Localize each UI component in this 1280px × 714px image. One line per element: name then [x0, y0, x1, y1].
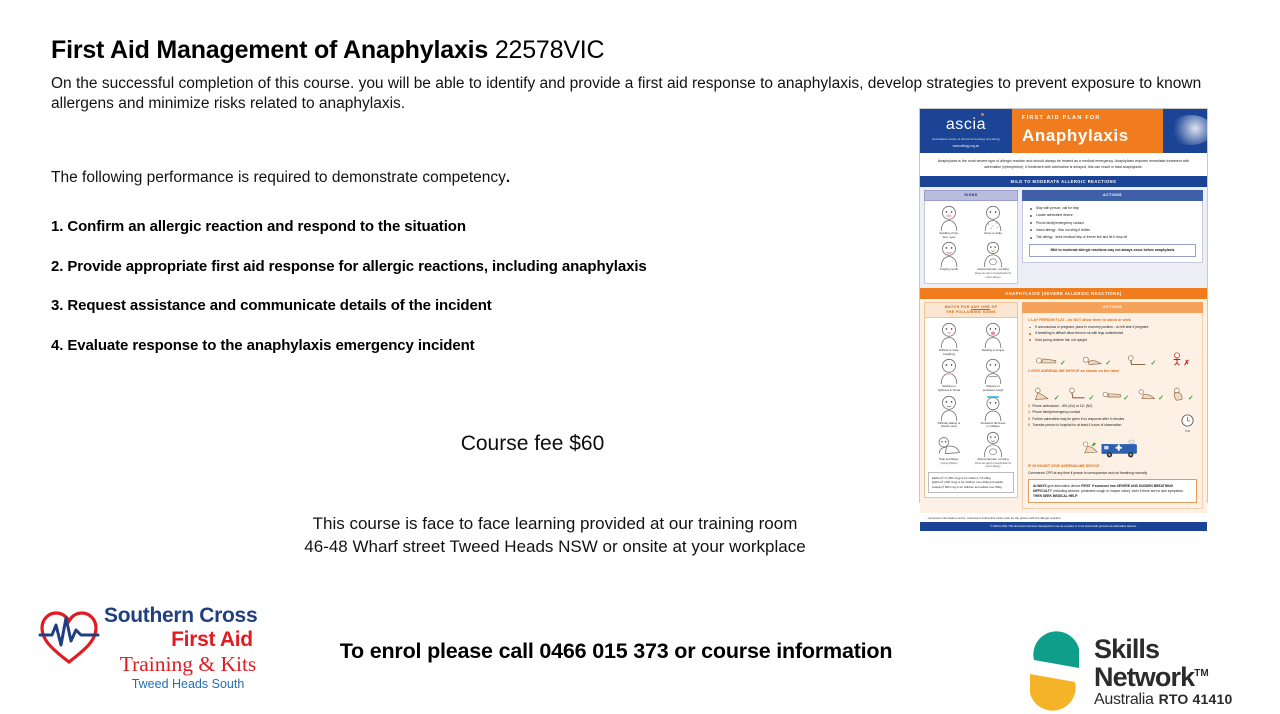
step-text: Phone family/emergency contact — [1032, 410, 1081, 415]
mild-moderate-section — [920, 187, 1207, 288]
bullet-item: If breathing is difficult allow them to sit with legs outstretched — [1035, 331, 1197, 336]
mild-signs-grid — [928, 205, 1014, 279]
mild-moderate-note: Mild to moderate allergic reactions may not always occur before anaphylaxis — [1029, 244, 1196, 257]
clock-label: 5:00 — [1184, 429, 1191, 433]
sign-caption-note: (these are signs of anaphylaxis for insect allergy) — [974, 271, 1012, 279]
always-warning-box — [1028, 479, 1197, 503]
severe-signs-grid — [928, 322, 1014, 469]
administer-child-icon — [1136, 387, 1164, 402]
ascia-wordmark — [946, 114, 986, 137]
sign-caption — [972, 458, 1014, 469]
person-tingling-mouth-icon — [928, 241, 970, 267]
rto-number: RTO 41410 — [1158, 691, 1233, 708]
severe-signs-column — [924, 302, 1018, 509]
sn-country: Australia — [1094, 691, 1154, 709]
always-word: ALWAYS — [1033, 483, 1047, 488]
sign-caption-l1: Difficulty talking or — [937, 420, 961, 425]
dose-line: EpiPen® Jr (150 mcg) is for children 7.5-20kg — [932, 475, 991, 480]
sign-caption — [928, 422, 970, 429]
step-text: Further adrenaline may be given if no response after 5 minutes — [1032, 416, 1125, 421]
sign-item — [928, 205, 970, 239]
sn-line-2 — [1094, 661, 1232, 692]
always-part-3: FIRST if someone has SEVERE AND SUDDEN BREATHING DIFFICULTY — [1033, 483, 1174, 493]
person-throat-tightness-icon — [928, 358, 970, 384]
severe-band: ANAPHYLAXIS (SEVERE ALLERGIC REACTIONS) — [920, 288, 1207, 299]
delivery-line-2: 46-48 Wharf street Tweed Heads NSW or onsite at your workplace — [304, 536, 806, 556]
watch-head-l2: THE FOLLOWING SIGNS — [946, 310, 996, 315]
action-item: Stay with person, call for help — [1036, 206, 1196, 211]
sign-caption — [972, 268, 1014, 279]
watch-head-any-one: ANY ONE — [971, 304, 991, 309]
sign-item — [972, 358, 1014, 392]
sitting-legs-out-icon — [1126, 354, 1156, 367]
poster-kicker: FIRST AID PLAN FOR — [1022, 115, 1101, 121]
always-part-2: give adrenaline device — [1047, 483, 1081, 488]
list-item: 4. Evaluate response to the anaphylaxis emergency incident — [51, 336, 475, 354]
bullet-item: If unconscious or pregnant, place in recovery position - on left side if pregnant — [1035, 325, 1197, 330]
sign-caption-note: (young children) — [940, 461, 958, 465]
mild-signs-heading: SIGNS — [924, 190, 1018, 201]
person-wheeze-cough-icon — [972, 358, 1014, 384]
logo-line-4: Tweed Heads South — [131, 676, 245, 691]
sign-item — [928, 431, 970, 469]
sn-line-3 — [1094, 692, 1232, 709]
sign-caption — [928, 349, 970, 356]
performance-lead-period: . — [505, 169, 511, 186]
poster-title-block — [1012, 109, 1163, 153]
poster-intro-text: Anaphylaxis is the most severe type of allergic reaction and should always be treated as a medical emergency. Anaphylaxis requires immediate treatment with adrenaline (epinephrine). If treatment with adrenaline is delayed, this can result in fatal anaphylaxis. — [937, 159, 1190, 169]
sign-caption-l1: Swelling or — [942, 384, 956, 389]
course-description: On the successful completion of this course. you will be able to identify and provide a first aid response to anaphylaxis, develop strategies to prevent exposure to known allergens and minimize risks related to anaphylaxis. — [51, 75, 1202, 112]
numbered-step — [1028, 404, 1197, 409]
delivery-line-1: This course is face to face learning provided at our training room — [312, 514, 798, 533]
logo-line-1: Southern Cross — [104, 604, 258, 627]
trademark-symbol: TM — [1194, 667, 1209, 679]
person-swollen-tongue-icon — [972, 322, 1014, 348]
sign-caption-l2: face, eyes — [942, 234, 956, 239]
green-tick-icon: ✓ — [1187, 395, 1194, 403]
person-abdominal-pain-icon — [972, 241, 1014, 267]
sign-caption-l2: or collapse — [986, 424, 1000, 429]
sign-caption: Swelling of tongue — [981, 348, 1005, 353]
position-illustrations-row — [1028, 345, 1197, 367]
watch-head-l1: WATCH FOR — [944, 304, 970, 309]
step-1-bullets — [1028, 325, 1197, 342]
sign-caption-l2: tightness in throat — [937, 388, 961, 393]
action-item: Insect allergy - flick out sting if visible — [1036, 228, 1196, 233]
always-part-5: THEN SEEK MEDICAL HELP. — [1033, 493, 1078, 498]
recovery-position-icon — [1081, 354, 1111, 367]
severe-actions-column — [1022, 302, 1203, 509]
action-item: Phone family/emergency contact — [1036, 221, 1196, 226]
action-item: Locate adrenaline device — [1036, 213, 1196, 218]
sign-caption-l1: Wheeze or — [986, 384, 1000, 389]
ascia-logo — [920, 109, 1012, 153]
green-tick-icon: ✓ — [1053, 395, 1060, 403]
person-abdominal-pain-vomiting-icon — [972, 431, 1014, 457]
adrenaline-administration-row — [1028, 376, 1197, 402]
clock-icon — [1180, 413, 1195, 428]
mild-actions-panel — [1022, 201, 1203, 263]
ascia-dot-icon — [981, 113, 984, 116]
severe-actions-panel — [1022, 313, 1203, 509]
sign-caption — [972, 385, 1014, 392]
administer-seated-icon — [1066, 387, 1094, 402]
sign-caption: Tingling mouth — [939, 267, 959, 272]
sign-caption — [928, 458, 970, 465]
mild-moderate-band: MILD TO MODERATE ALLERGIC REACTIONS — [920, 176, 1207, 187]
skills-network-wordmark — [1094, 636, 1232, 709]
action-item: Tick allergy - seek medical help or freeze tick and let it drop off — [1036, 235, 1196, 240]
sign-item — [928, 241, 970, 279]
watch-head-of: OF — [991, 304, 998, 309]
step-1-heading: 1 LAY PERSON FLAT - do NOT allow them to stand or walk — [1028, 318, 1131, 323]
sign-caption-l2: breathing — [943, 351, 955, 356]
if-in-doubt-text: Commence CPR at any time if person is unresponsive and not breathing normally — [1028, 470, 1148, 475]
enrolment-contact-line: To enrol please call 0466 015 373 or course information — [339, 639, 893, 663]
severe-signs-panel — [924, 318, 1018, 498]
bullet-item: Hold young children flat, not upright — [1035, 338, 1197, 343]
poster-footer-bar: © ASCIA 2021 This document has been developed for use as a poster, or to be stored with general use adrenaline devices. — [920, 522, 1207, 531]
sign-caption-l2: persistent cough — [982, 388, 1004, 393]
sign-caption-note: (these are signs of anaphylaxis for insect allergy) — [974, 461, 1012, 469]
severe-section — [920, 299, 1207, 513]
person-hives-icon — [972, 205, 1014, 231]
sign-caption-l1: Pale and floppy — [939, 456, 959, 461]
mild-signs-panel — [924, 201, 1018, 284]
mild-actions-list — [1029, 206, 1196, 240]
dosage-box — [928, 472, 1014, 493]
administer-held-child-icon — [1170, 387, 1193, 402]
logo-line-3: Training & Kits — [119, 652, 257, 677]
person-swollen-face-icon — [928, 205, 970, 231]
step-text: Transfer person to hospital for at least 4 hours of observation — [1032, 423, 1122, 427]
sign-item — [972, 241, 1014, 279]
step-number: 5 — [1028, 416, 1030, 421]
mild-actions-heading: ACTIONS — [1022, 190, 1203, 201]
mild-signs-column — [924, 190, 1018, 284]
sign-item — [928, 395, 970, 429]
sn-line-1: Skills — [1094, 634, 1160, 664]
person-noisy-breathing-icon — [928, 322, 970, 348]
sign-item — [928, 358, 970, 392]
ambulance-icon — [1080, 437, 1146, 460]
sign-item — [972, 205, 1014, 239]
ambulance-illustration — [1028, 434, 1197, 464]
course-fee: Course fee $60 — [460, 432, 605, 455]
mild-actions-column — [1022, 190, 1203, 284]
sign-item — [972, 395, 1014, 429]
person-dizziness-collapse-icon — [972, 395, 1014, 421]
ascia-anaphylaxis-action-plan-poster — [919, 108, 1208, 528]
green-tick-icon: ✓ — [1158, 395, 1164, 403]
skills-network-s-mark-icon — [1022, 640, 1086, 702]
page-title — [51, 36, 604, 65]
always-part-4: (including wheeze, persistent cough or hoarse voice), even if there are no skin symptoms. — [1052, 488, 1184, 493]
logo-wordmark — [104, 604, 324, 692]
watch-for-heading — [924, 302, 1018, 318]
course-code: 22578VIC — [494, 36, 605, 64]
step-number: 6 — [1028, 423, 1030, 427]
page-title-main: First Aid Management of Anaphylaxis — [51, 36, 489, 64]
if-in-doubt-heading: IF IN DOUBT GIVE ADRENALINE DEVICE — [1028, 463, 1100, 468]
child-pale-floppy-icon — [928, 431, 970, 457]
ascia-wordmark-text: ascia — [945, 115, 987, 133]
ascia-subtitle: australasian society of clinical immunology and allergy — [932, 138, 1000, 142]
sign-caption — [928, 385, 970, 392]
performance-criteria-list — [51, 218, 811, 376]
sign-caption-l1: Persistent dizziness — [980, 420, 1006, 425]
poster-header-graphic — [1163, 109, 1207, 153]
sign-caption — [928, 232, 970, 239]
list-item: 2. Provide appropriate first aid response for allergic reactions, including anaphylaxis — [51, 257, 647, 275]
skills-network-logo — [1022, 636, 1268, 710]
green-tick-icon: ✓ — [1123, 395, 1130, 403]
sign-item — [972, 322, 1014, 356]
list-item: 1. Confirm an allergic reaction and respond to the situation — [51, 218, 466, 235]
administer-kneeling-icon — [1031, 387, 1059, 402]
sn-line-2-text: Network — [1094, 661, 1195, 692]
step-text: Phone ambulance - 000 (AU) or 111 (NZ) — [1032, 404, 1093, 409]
poster-header — [920, 109, 1207, 153]
sign-caption-l1: Difficult or noisy — [939, 348, 959, 353]
sign-item — [972, 431, 1014, 469]
step-2-heading: 2 GIVE ADRENALINE DEVICE as shown on the label — [1028, 369, 1120, 374]
performance-lead-text: The following performance is required to demonstrate competency — [51, 169, 506, 186]
red-cross-icon: ✗ — [1183, 360, 1190, 368]
sign-caption — [972, 422, 1014, 429]
dose-line: EpiPen® (300 mcg) is for children over 20kg and adults — [932, 480, 1003, 485]
standing-not-allowed-icon — [1171, 352, 1189, 367]
sign-caption-l1: Abdominal pain, vomiting — [977, 456, 1009, 461]
poster-footer-note: ...al poisons information centre. Continue to follow this action plan for the person with the allergic reaction. — [926, 515, 1062, 520]
step-number: 3 — [1028, 404, 1030, 409]
severe-actions-heading: ACTIONS — [1022, 302, 1203, 313]
green-tick-icon: ✓ — [1088, 395, 1095, 403]
ascia-url: www.allergy.org.au — [952, 143, 980, 148]
sign-caption: Hives or welts — [984, 231, 1002, 236]
green-tick-icon: ✓ — [1059, 360, 1066, 368]
sign-caption-l1: Abdominal pain, vomiting — [977, 267, 1009, 272]
dose-line: Anapen® 500 mcg is for children and adults over 50kg — [932, 484, 1002, 489]
administer-lying-icon — [1101, 387, 1129, 402]
step-number: 4 — [1028, 410, 1030, 415]
lying-flat-icon — [1035, 354, 1065, 367]
sign-item — [928, 322, 970, 356]
performance-lead — [51, 169, 510, 187]
green-tick-icon: ✓ — [1105, 360, 1112, 368]
logo-line-2: First Aid — [171, 627, 253, 651]
person-hoarse-voice-icon — [928, 395, 970, 421]
sign-caption-l1: Swelling of lips, — [939, 231, 959, 236]
list-item: 3. Request assistance and communicate details of the incident — [51, 297, 492, 314]
southern-cross-first-aid-logo — [34, 604, 324, 712]
sign-caption-l2: hoarse voice — [941, 424, 957, 429]
green-tick-icon: ✓ — [1150, 360, 1157, 368]
poster-title: Anaphylaxis — [1022, 125, 1129, 145]
